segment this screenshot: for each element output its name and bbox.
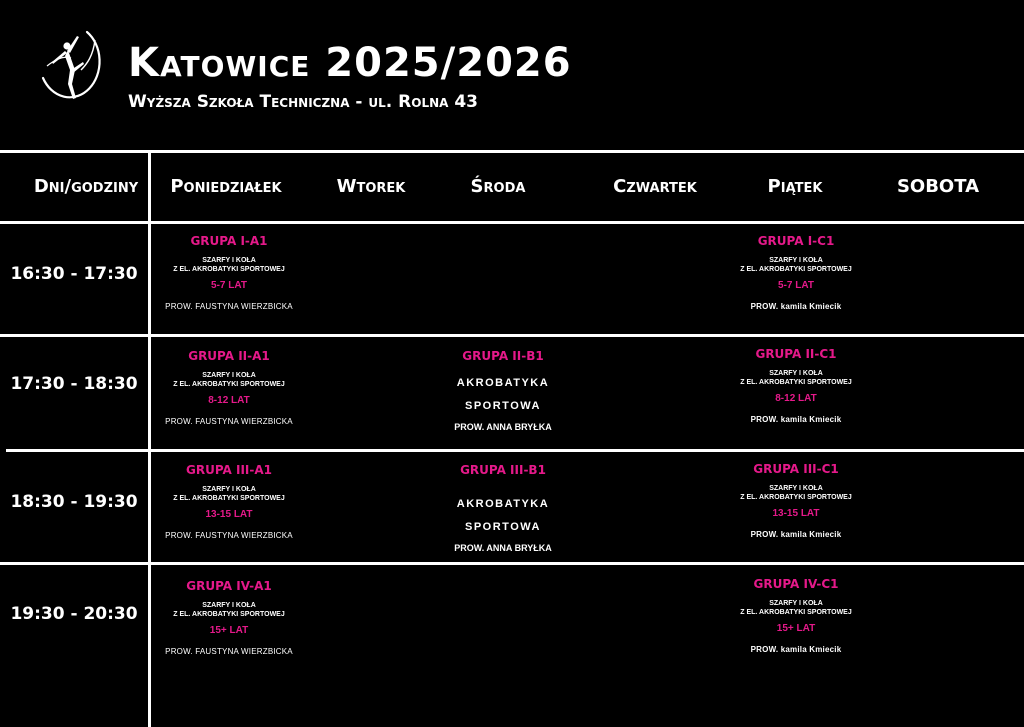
class-cell-monday xyxy=(139,349,319,427)
group-name: GRUPA I-A1 xyxy=(190,234,268,248)
class-description: SZARFY I KOŁA xyxy=(202,372,256,379)
class-cell-friday xyxy=(706,347,886,425)
group-name: GRUPA I-C1 xyxy=(757,234,835,248)
class-description: SZARFY I KOŁA xyxy=(769,485,823,492)
class-description: AKROBATYKA xyxy=(456,377,550,389)
class-cell-friday xyxy=(706,462,886,540)
class-cell-monday xyxy=(139,234,319,312)
class-description: SZARFY I KOŁA xyxy=(202,257,256,264)
instructor: PROW. FAUSTYNA WIERZBICKA xyxy=(165,647,293,656)
age-range: 8-12 LAT xyxy=(208,395,250,406)
instructor: PROW. FAUSTYNA WIERZBICKA xyxy=(165,531,293,540)
age-range: 5-7 LAT xyxy=(211,280,247,291)
column-header-wednesday: Środa xyxy=(470,176,526,197)
instructor: PROW. kamila Kmiecik xyxy=(750,645,842,654)
age-range: 8-12 LAT xyxy=(775,393,817,404)
group-name: GRUPA II-B1 xyxy=(462,349,544,363)
group-name: GRUPA III-B1 xyxy=(460,463,546,477)
table-top-border xyxy=(0,150,1024,153)
class-description: SPORTOWA xyxy=(465,521,541,533)
row-divider xyxy=(6,449,1024,452)
class-description: Z EL. AKROBATYKI SPORTOWEJ xyxy=(740,609,852,616)
class-description: Z EL. AKROBATYKI SPORTOWEJ xyxy=(173,381,285,388)
class-description: Z EL. AKROBATYKI SPORTOWEJ xyxy=(740,266,852,273)
column-header-saturday: SOBOTA xyxy=(896,176,980,197)
column-header-thursday: Czwartek xyxy=(613,176,697,197)
age-range: 13-15 LAT xyxy=(772,508,820,519)
column-header-time: Dni/godziny xyxy=(33,176,139,197)
instructor: PROW. kamila Kmiecik xyxy=(750,302,842,311)
row-divider xyxy=(0,334,1024,337)
row-divider xyxy=(0,562,1024,565)
header-row-border xyxy=(0,221,1024,224)
age-range: 15+ LAT xyxy=(209,625,249,636)
time-slot: 19:30 - 20:30 xyxy=(10,604,138,624)
class-description: Z EL. AKROBATYKI SPORTOWEJ xyxy=(173,611,285,618)
class-description: SZARFY I KOŁA xyxy=(769,370,823,377)
class-description: Z EL. AKROBATYKI SPORTOWEJ xyxy=(740,379,852,386)
class-description: SZARFY I KOŁA xyxy=(769,600,823,607)
column-header-tuesday: Wtorek xyxy=(336,176,406,197)
instructor: PROW. kamila Kmiecik xyxy=(750,530,842,539)
group-name: GRUPA III-C1 xyxy=(753,462,839,476)
group-name: GRUPA IV-C1 xyxy=(753,577,839,591)
class-description: SZARFY I KOŁA xyxy=(202,486,256,493)
instructor: PROW. FAUSTYNA WIERZBICKA xyxy=(165,302,293,311)
instructor: PROW. kamila Kmiecik xyxy=(750,415,842,424)
class-description: Z EL. AKROBATYKI SPORTOWEJ xyxy=(740,494,852,501)
time-slot: 17:30 - 18:30 xyxy=(10,374,138,394)
page-title: Katowice 2025/2026 xyxy=(128,40,572,86)
class-cell-friday xyxy=(706,234,886,312)
time-slot: 16:30 - 17:30 xyxy=(10,264,138,284)
class-description: AKROBATYKA xyxy=(456,498,550,510)
column-header-friday: Piątek xyxy=(767,176,823,197)
group-name: GRUPA IV-A1 xyxy=(186,579,272,593)
group-name: GRUPA III-A1 xyxy=(185,463,272,477)
age-range: 5-7 LAT xyxy=(778,280,814,291)
class-cell-friday xyxy=(706,577,886,655)
group-name: GRUPA II-C1 xyxy=(755,347,837,361)
class-description: SZARFY I KOŁA xyxy=(202,602,256,609)
class-description: SZARFY I KOŁA xyxy=(769,257,823,264)
instructor: PROW. ANNA BRYŁKA xyxy=(454,543,552,553)
age-range: 15+ LAT xyxy=(776,623,816,634)
class-description: SPORTOWA xyxy=(465,400,541,412)
instructor: PROW. ANNA BRYŁKA xyxy=(454,422,552,432)
class-description: Z EL. AKROBATYKI SPORTOWEJ xyxy=(173,266,285,273)
class-cell-monday xyxy=(139,463,319,541)
time-slot: 18:30 - 19:30 xyxy=(10,492,138,512)
column-header-monday: Poniedziałek xyxy=(170,176,282,197)
class-description: Z EL. AKROBATYKI SPORTOWEJ xyxy=(173,495,285,502)
class-cell-wednesday xyxy=(413,463,593,554)
page-subtitle: Wyższa Szkoła Techniczna - ul. Rolna 43 xyxy=(128,92,478,112)
gymnast-logo-icon xyxy=(37,26,105,106)
class-cell-wednesday xyxy=(413,349,593,433)
class-cell-monday xyxy=(139,579,319,657)
group-name: GRUPA II-A1 xyxy=(188,349,270,363)
instructor: PROW. FAUSTYNA WIERZBICKA xyxy=(165,417,293,426)
age-range: 13-15 LAT xyxy=(205,509,253,520)
